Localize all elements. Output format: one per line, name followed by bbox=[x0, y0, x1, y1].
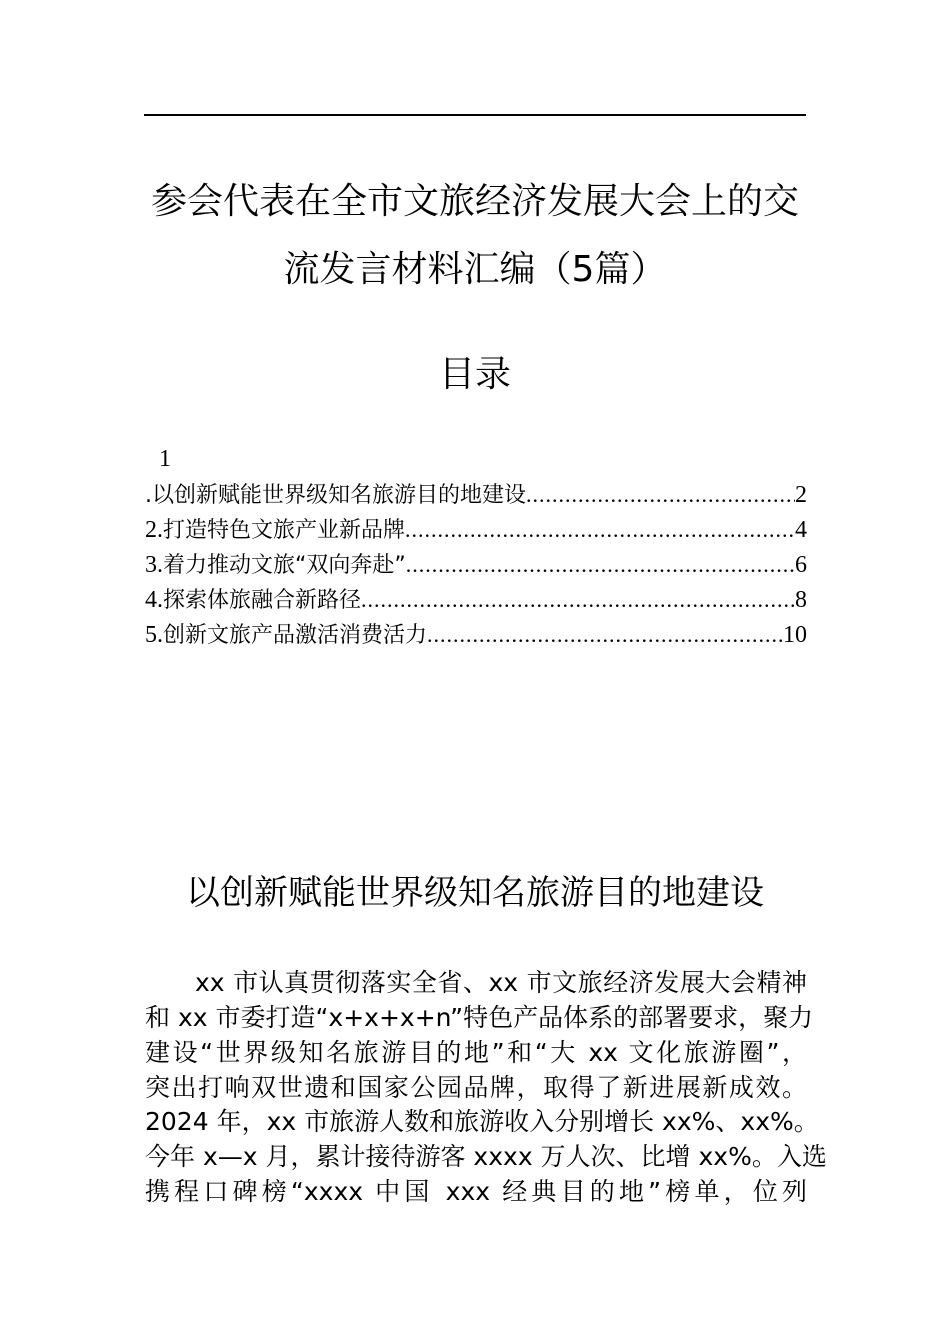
toc-entry-text: 着力推动文旅“双向奔赴” bbox=[163, 553, 406, 578]
toc-entry-number: 2. bbox=[145, 517, 163, 543]
toc-entry-number: 4. bbox=[145, 587, 163, 613]
body-line: 突出打响双世遗和国家公园品牌，取得了新进展新成效。 bbox=[145, 1073, 807, 1102]
toc-page-number: 4 bbox=[795, 517, 807, 543]
toc-entry-text: 打造特色文旅产业新品牌 bbox=[163, 518, 406, 543]
toc-heading: 目录 bbox=[438, 354, 511, 395]
body-line: 和 xx 市委打造“x+x+x+n”特色产品体系的部署要求，聚力 bbox=[145, 1003, 814, 1032]
toc-entry-text: 探索体旅融合新路径 bbox=[163, 588, 362, 613]
body-line: xx 市认真贯彻落实全省、xx 市文旅经济发展大会精神 bbox=[195, 968, 807, 997]
toc-entry-1[interactable] bbox=[145, 480, 807, 511]
header-rule bbox=[144, 114, 806, 116]
toc-dot-leader bbox=[361, 585, 795, 615]
section-heading: 以创新赋能世界级知名旅游目的地建设 bbox=[186, 873, 764, 913]
document-title-line-2: 流发言材料汇编（5篇） bbox=[283, 249, 667, 290]
toc-entry-text: .以创新赋能世界级知名旅游目的地建设 bbox=[145, 483, 526, 508]
toc-entry-2[interactable] bbox=[145, 515, 807, 546]
toc-page-number: 6 bbox=[795, 552, 807, 578]
toc-entry-number: 3. bbox=[145, 552, 163, 578]
toc-entry-1-number[interactable]: 1 bbox=[159, 446, 171, 472]
body-line: 2024 年，xx 市旅游人数和旅游收入分别增长 xx%、xx%。 bbox=[145, 1107, 819, 1136]
toc-dot-leader bbox=[406, 550, 795, 580]
toc-entry-text: 创新文旅产品激活消费活力 bbox=[163, 623, 428, 648]
toc-entry-5[interactable] bbox=[145, 620, 807, 651]
toc-dot-leader bbox=[427, 620, 783, 650]
toc-entry-4[interactable] bbox=[145, 585, 807, 616]
toc-dot-leader bbox=[405, 515, 795, 545]
body-line: 今年 x—x 月，累计接待游客 xxxx 万人次、比增 xx%。入选 bbox=[145, 1142, 827, 1171]
body-line: 携程口碑榜“xxxx 中国 xxx 经典目的地”榜单，位列 bbox=[145, 1177, 807, 1206]
toc-dot-leader bbox=[526, 480, 795, 510]
toc-page-number: 10 bbox=[783, 622, 807, 648]
toc-page-number: 8 bbox=[795, 587, 807, 613]
document-title-line-1: 参会代表在全市文旅经济发展大会上的交 bbox=[150, 181, 799, 222]
toc-page-number: 2 bbox=[795, 482, 807, 508]
body-line: 建设“世界级知名旅游目的地”和“大 xx 文化旅游圈”， bbox=[145, 1038, 807, 1067]
toc-entry-number: 5. bbox=[145, 622, 163, 648]
toc-entry-3[interactable] bbox=[145, 550, 807, 581]
